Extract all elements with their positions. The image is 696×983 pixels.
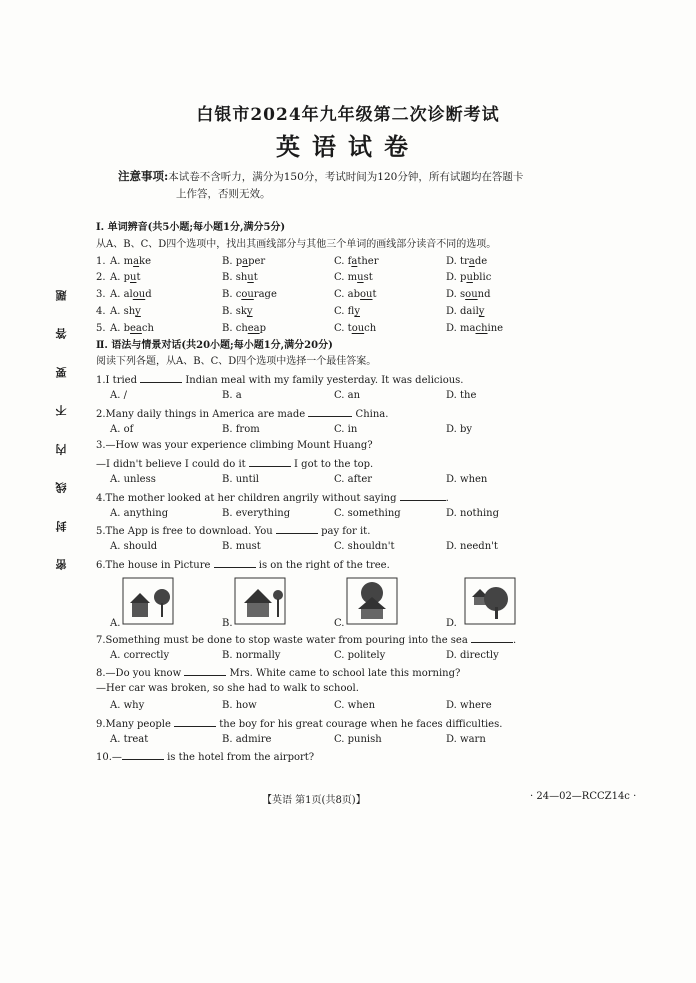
underlined-letters: u — [466, 272, 473, 284]
question-9 — [96, 715, 616, 732]
underlined-letters: ou — [351, 322, 365, 334]
option-d: D. directly — [446, 649, 499, 661]
picture-options-6 — [96, 573, 616, 631]
option-a: A. shy — [110, 305, 141, 317]
option-d: D. public — [446, 272, 492, 284]
option-c: C. punish — [334, 733, 382, 745]
question-number: 4. — [96, 305, 106, 317]
question-text: The mother looked at her children angrily without saying — [105, 492, 400, 504]
question-text: —Her car was broken, so she had to walk to school. — [96, 683, 359, 695]
underlined-letters: a — [468, 255, 475, 267]
house-and-tree-picture-b — [234, 577, 286, 625]
underlined-letters: ea — [130, 322, 142, 334]
underlined-letters: y — [478, 305, 485, 317]
underlined-letters: a — [133, 255, 140, 267]
question-number: 1. — [96, 255, 106, 267]
option-d: D. the — [446, 389, 477, 401]
option-b: B. everything — [222, 507, 291, 519]
option-a: A. put — [110, 272, 141, 284]
option-c: C. shouldn't — [334, 541, 395, 553]
option-a: A. why — [110, 699, 145, 711]
question-text: The house in Picture — [105, 559, 214, 571]
question-text: China. — [352, 408, 389, 420]
question-text: is the hotel from the airport? — [163, 752, 315, 764]
exam-subtitle: 英语试卷 — [276, 132, 420, 161]
options-1 — [96, 388, 616, 405]
answer-blank — [174, 715, 216, 727]
option-b: B. must — [222, 541, 261, 553]
notice-label: 注意事项: — [118, 169, 169, 183]
part1-heading: Ⅰ. 单词辨音(共5小题;每小题1分,满分5分) — [96, 222, 286, 233]
question-5 — [96, 522, 616, 539]
answer-blank — [184, 664, 226, 676]
question-6 — [96, 556, 616, 573]
question-number: 6. — [96, 559, 106, 571]
part1-instruction: 从A、B、C、D四个选项中，找出其画线部分与其他三个单词的画线部分读音不同的选项。 — [96, 238, 497, 250]
pronunciation-item-5 — [96, 321, 616, 338]
option-c: C. father — [334, 255, 379, 267]
question-text: —I didn't believe I could do it — [96, 459, 249, 471]
option-a: A. / — [110, 389, 127, 401]
option-d: D. — [446, 617, 457, 629]
seal-line-notice — [52, 290, 72, 570]
option-c: C. when — [334, 699, 376, 711]
house-and-tree-picture-a — [122, 577, 174, 625]
option-a: A. unless — [110, 473, 156, 485]
underlined-letters: y — [135, 305, 141, 317]
option-a: A. beach — [110, 322, 154, 334]
part2-instruction: 阅读下列各题，从A、B、C、D四个选项中选择一个最佳答案。 — [96, 356, 377, 368]
options-5 — [96, 539, 616, 556]
option-d: D. trade — [446, 255, 488, 267]
option-a: A. should — [110, 541, 158, 553]
options-3 — [96, 472, 616, 489]
exam-title: 白银市2024年九年级第二次诊断考试 — [196, 105, 500, 125]
seal-char: 答 — [55, 328, 68, 340]
seal-char: 线 — [55, 482, 68, 494]
question-number: 10. — [96, 752, 112, 764]
option-d: D. nothing — [446, 507, 499, 519]
options-9 — [96, 732, 616, 749]
footer-page-info: 【英语 第1页(共8页)】 — [262, 795, 366, 806]
seal-char: 不 — [55, 405, 68, 417]
option-d: D. needn't — [446, 541, 498, 553]
option-a: A. — [110, 617, 121, 629]
footer-code: · 24—02—RCCZ14c · — [530, 791, 637, 802]
question-number: 9. — [96, 718, 106, 730]
answer-blank — [308, 405, 352, 417]
underlined-letters: ou — [360, 289, 373, 301]
question-text: is on the right of the tree. — [255, 559, 390, 571]
seal-char: 密 — [55, 558, 68, 570]
option-a: A. aloud — [110, 289, 152, 301]
answer-blank — [140, 371, 182, 383]
option-b: B. cheap — [222, 322, 267, 334]
underlined-letters: u — [247, 272, 254, 284]
question-text: Many people — [105, 718, 175, 730]
option-d: D. warn — [446, 733, 486, 745]
options-4 — [96, 506, 616, 523]
option-b: B. sky — [222, 305, 253, 317]
options-2 — [96, 422, 616, 439]
question-text: I tried — [105, 375, 141, 387]
question-number: 4. — [96, 492, 106, 504]
notice-text: 本试卷不含听力，满分为150分，考试时间为120分钟，所有试题均在答题卡 — [168, 171, 524, 183]
option-b: B. paper — [222, 255, 266, 267]
seal-char: 题 — [55, 290, 68, 301]
question-text: Something must be done to stop waste water from pouring into the sea — [105, 634, 471, 646]
underlined-letters: ou — [241, 289, 254, 301]
option-c: C. in — [334, 423, 358, 435]
option-d: D. sound — [446, 289, 491, 301]
option-c: C. touch — [334, 322, 377, 334]
underlined-letters: u — [357, 272, 364, 284]
underlined-letters: y — [246, 305, 253, 317]
option-b: B. admire — [222, 733, 272, 745]
underlined-letters: ou — [465, 289, 478, 301]
question-number: 7. — [96, 634, 106, 646]
answer-blank — [249, 455, 291, 467]
underlined-letters: ou — [132, 289, 146, 301]
question-text: —How was your experience climbing Mount Huang? — [105, 440, 373, 452]
option-c: C. fly — [334, 305, 360, 317]
options-7 — [96, 648, 616, 665]
option-b: B. a — [222, 389, 242, 401]
option-c: C. an — [334, 389, 361, 401]
option-d: D. by — [446, 423, 473, 435]
option-b: B. until — [222, 473, 260, 485]
option-d: D. where — [446, 699, 492, 711]
house-and-tree-picture-c — [346, 577, 398, 625]
question-text: the boy for his great courage when he faces difficulties. — [216, 718, 503, 730]
notice-block — [118, 168, 588, 203]
question-8 — [96, 664, 616, 681]
underlined-letters: a — [242, 255, 249, 267]
option-b: B. how — [222, 699, 257, 711]
option-c: C. after — [334, 473, 373, 485]
question-number: 1. — [96, 375, 106, 387]
option-b: B. shut — [222, 272, 258, 284]
question-text: The App is free to download. You — [105, 526, 276, 538]
underlined-letters: a — [351, 255, 358, 267]
option-b: B. normally — [222, 649, 281, 661]
question-number: 3. — [96, 440, 106, 452]
question-4 — [96, 489, 616, 506]
option-a: A. correctly — [110, 649, 170, 661]
underlined-letters: ch — [475, 322, 488, 334]
options-8 — [96, 698, 616, 715]
option-a: A. make — [110, 255, 152, 267]
house-and-tree-picture-d — [464, 577, 516, 625]
question-text: . — [513, 634, 517, 646]
question-text: — — [111, 752, 122, 764]
notice-text-2: 上作答，否则无效。 — [176, 188, 271, 200]
option-a: A. treat — [110, 733, 149, 745]
option-c: C. politely — [334, 649, 386, 661]
question-number: 5. — [96, 322, 106, 334]
seal-char: 内 — [55, 443, 68, 455]
pronunciation-item-4 — [96, 304, 616, 321]
question-text: . — [445, 492, 449, 504]
part2-heading: Ⅱ. 语法与情景对话(共20小题;每小题1分,满分20分) — [96, 339, 333, 351]
pronunciation-item-3 — [96, 287, 616, 304]
option-b: B. — [222, 617, 233, 629]
question-text: I got to the top. — [290, 459, 374, 471]
questions — [96, 220, 616, 765]
answer-blank — [214, 556, 256, 568]
answer-blank — [276, 522, 318, 534]
option-c: C. must — [334, 272, 373, 284]
option-a: A. anything — [110, 507, 169, 519]
seal-char: 封 — [55, 520, 68, 532]
option-c: C. something — [334, 507, 401, 519]
option-d: D. when — [446, 473, 488, 485]
question-3-line-2 — [96, 455, 616, 472]
option-d: D. machine — [446, 322, 504, 334]
option-d: D. daily — [446, 305, 485, 317]
pronunciation-item-1 — [96, 254, 616, 271]
question-8-line-2 — [96, 681, 616, 698]
underlined-letters: y — [354, 305, 360, 317]
answer-blank — [400, 489, 446, 501]
question-number: 2. — [96, 408, 106, 420]
underlined-letters: ea — [247, 322, 260, 334]
seal-char: 要 — [55, 366, 68, 378]
underlined-letters: u — [130, 272, 137, 284]
question-3 — [96, 438, 616, 455]
question-text: Indian meal with my family yesterday. It was delicious. — [182, 375, 464, 387]
question-text: pay for it. — [317, 526, 371, 538]
question-number: 3. — [96, 289, 106, 301]
answer-blank — [122, 748, 164, 760]
question-10 — [96, 748, 616, 765]
question-text: Mrs. White came to school late this morning? — [226, 668, 461, 680]
option-a: A. of — [110, 423, 134, 435]
question-2 — [96, 405, 616, 422]
option-b: B. from — [222, 423, 260, 435]
option-b: B. courage — [222, 289, 277, 301]
question-number: 2. — [96, 272, 106, 284]
option-c: C. — [334, 617, 345, 629]
answer-blank — [471, 631, 513, 643]
question-number: 5. — [96, 526, 106, 538]
question-number: 8. — [96, 668, 106, 680]
question-text: —Do you know — [105, 668, 185, 680]
question-1 — [96, 371, 616, 388]
question-7 — [96, 631, 616, 648]
question-text: Many daily things in America are made — [105, 408, 309, 420]
pronunciation-item-2 — [96, 270, 616, 287]
option-c: C. about — [334, 289, 377, 301]
